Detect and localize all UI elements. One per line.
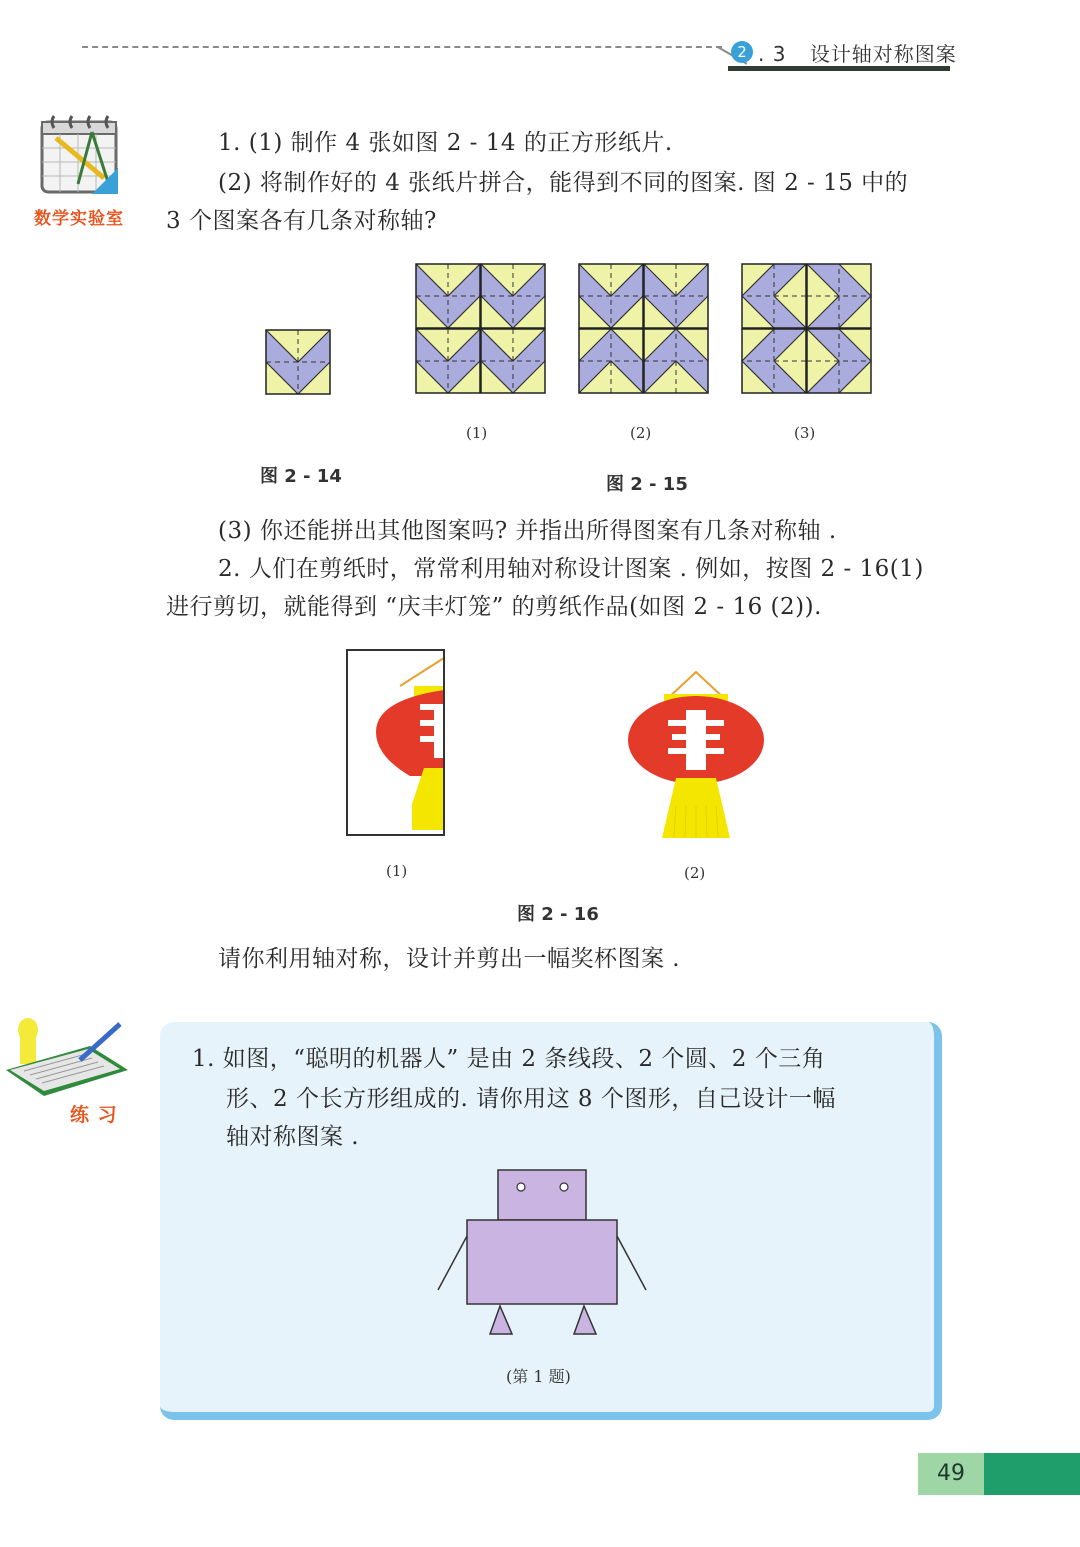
robot-arm-left [438, 1236, 467, 1290]
figure-2-16-label: 图 2 - 16 [517, 904, 599, 925]
figure-2-15-sub3: (3) [794, 424, 816, 442]
calendar-icon [34, 108, 130, 204]
figure-2-16-lantern [620, 666, 770, 842]
figure-2-16-sub1: (1) [386, 862, 408, 880]
math-lab-label: 数学实验室 [34, 209, 124, 229]
practice-icon [0, 1016, 140, 1128]
practice-line1: 1. 如图，“聪明的机器人” 是由 2 条线段、2 个圆、2 个三角 [192, 1046, 826, 1072]
section-title [758, 38, 957, 67]
figure-2-15-pattern-3 [742, 264, 871, 393]
robot-eye-left [517, 1183, 525, 1191]
robot-foot-left [490, 1306, 512, 1334]
figure-2-15-sub2: (2) [630, 424, 652, 442]
robot-body [467, 1220, 617, 1304]
robot-figure [430, 1166, 660, 1342]
figure-2-15-pattern-2 [579, 264, 708, 393]
robot-eye-right [560, 1183, 568, 1191]
figure-2-16-sub2: (2) [684, 864, 706, 882]
task2-line3: 请你利用轴对称，设计并剪出一幅奖杯图案 . [218, 946, 681, 972]
header-dashed-rule [82, 46, 722, 48]
figure-2-15-label: 图 2 - 15 [606, 474, 688, 495]
figure-2-16-folded-paper [340, 644, 452, 840]
section-number-rest: . 3 [758, 42, 787, 66]
tile-figures [250, 250, 900, 410]
figure-2-15-pattern-1 [416, 264, 545, 393]
task1-line2: (2) 将制作好的 4 张纸片拼合，能得到不同的图案. 图 2 - 15 中的 [218, 170, 909, 196]
math-lab-icon [34, 108, 130, 228]
page-number: 49 [937, 1461, 965, 1486]
task1-line3: 3 个图案各有几条对称轴? [166, 208, 437, 234]
practice-label: 练 习 [70, 1104, 118, 1126]
task1-line1: 1. (1) 制作 4 张如图 2 - 14 的正方形纸片. [218, 130, 673, 156]
task2-line2: 进行剪切，就能得到 “庆丰灯笼” 的剪纸作品(如图 2 - 16 (2)). [166, 594, 822, 620]
figure-2-15-sub1: (1) [466, 424, 488, 442]
robot-caption: (第 1 题) [506, 1367, 571, 1386]
figure-2-14-tile [266, 330, 330, 394]
task1-line4: (3) 你还能拼出其他图案吗? 并指出所得图案有几条对称轴 . [218, 518, 837, 544]
robot-head [498, 1170, 586, 1220]
task2-line1: 2. 人们在剪纸时，常常利用轴对称设计图案 . 例如，按图 2 - 16(1) [218, 556, 924, 582]
practice-line2: 形、2 个长方形组成的. 请你用这 8 个图形，自己设计一幅 [226, 1086, 836, 1112]
robot-foot-right [574, 1306, 596, 1334]
robot-arm-right [617, 1236, 646, 1290]
practice-line3: 轴对称图案 . [226, 1124, 360, 1150]
section-number-badge: 2 [731, 41, 753, 63]
section-title-text: 设计轴对称图案 [809, 42, 957, 66]
notebook-pencil-icon [0, 1016, 140, 1106]
figure-2-14-label: 图 2 - 14 [260, 466, 342, 487]
